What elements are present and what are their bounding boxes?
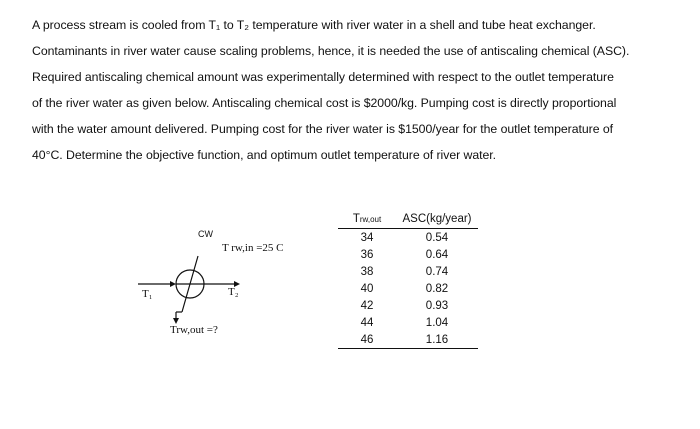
t-rw-in-label: T rw,in =25 C <box>222 242 284 254</box>
column-header-asc: ASC(kg/year) <box>396 210 478 229</box>
cell-asc: 0.64 <box>425 248 449 261</box>
problem-line: Required antiscaling chemical amount was experimentally determined with respect to the outlet temperature <box>32 70 614 84</box>
cell-asc: 1.04 <box>425 316 449 329</box>
cw-label: CW <box>198 229 213 239</box>
problem-line: 40°C. Determine the objective function, and optimum outlet temperature of river water. <box>32 148 497 162</box>
cell-temperature: 38 <box>360 265 374 278</box>
problem-statement <box>32 12 672 168</box>
cell-temperature: 40 <box>360 282 374 295</box>
table-row <box>338 331 478 349</box>
table-row <box>338 280 478 297</box>
table-row <box>338 263 478 280</box>
process-inlet-arrowhead <box>170 281 176 287</box>
cell-temperature: 42 <box>360 299 374 312</box>
column-header-subscript: rw,out <box>359 215 382 224</box>
heat-exchanger-symbol <box>130 222 330 342</box>
cell-temperature: 34 <box>360 231 374 244</box>
problem-line: Contaminants in river water cause scaling problems, hence, it is needed the use of antiscaling chemical (ASC). <box>32 44 630 58</box>
problem-line: with the water amount delivered. Pumping cost for the river water is $1500/year for the outlet temperature of <box>32 122 614 136</box>
cell-temperature: 36 <box>360 248 374 261</box>
cell-asc: 0.54 <box>425 231 449 244</box>
t1-label: T₁ <box>142 288 153 300</box>
problem-line: A process stream is cooled from T₁ to T₂ temperature with river water in a shell and tube heat exchanger. <box>32 18 596 32</box>
heat-exchanger-diagram <box>130 222 330 342</box>
table-row <box>338 246 478 263</box>
cell-temperature: 46 <box>338 331 396 349</box>
cell-temperature: 44 <box>360 316 374 329</box>
cell-asc: 1.16 <box>396 331 478 349</box>
table-header-row <box>338 210 478 229</box>
t2-label: T₂ <box>228 286 239 298</box>
cell-asc: 0.93 <box>425 299 449 312</box>
table-row <box>338 297 478 314</box>
column-header-temperature: Trw,out <box>338 210 396 229</box>
table-row <box>338 314 478 331</box>
asc-table <box>338 210 478 349</box>
t-rw-out-label: Trw,out =? <box>170 324 218 336</box>
cell-asc: 0.82 <box>425 282 449 295</box>
table-row <box>338 229 478 247</box>
cell-asc: 0.74 <box>425 265 449 278</box>
problem-line: of the river water as given below. Antiscaling chemical cost is $2000/kg. Pumping cost is directly proportional <box>32 96 617 110</box>
